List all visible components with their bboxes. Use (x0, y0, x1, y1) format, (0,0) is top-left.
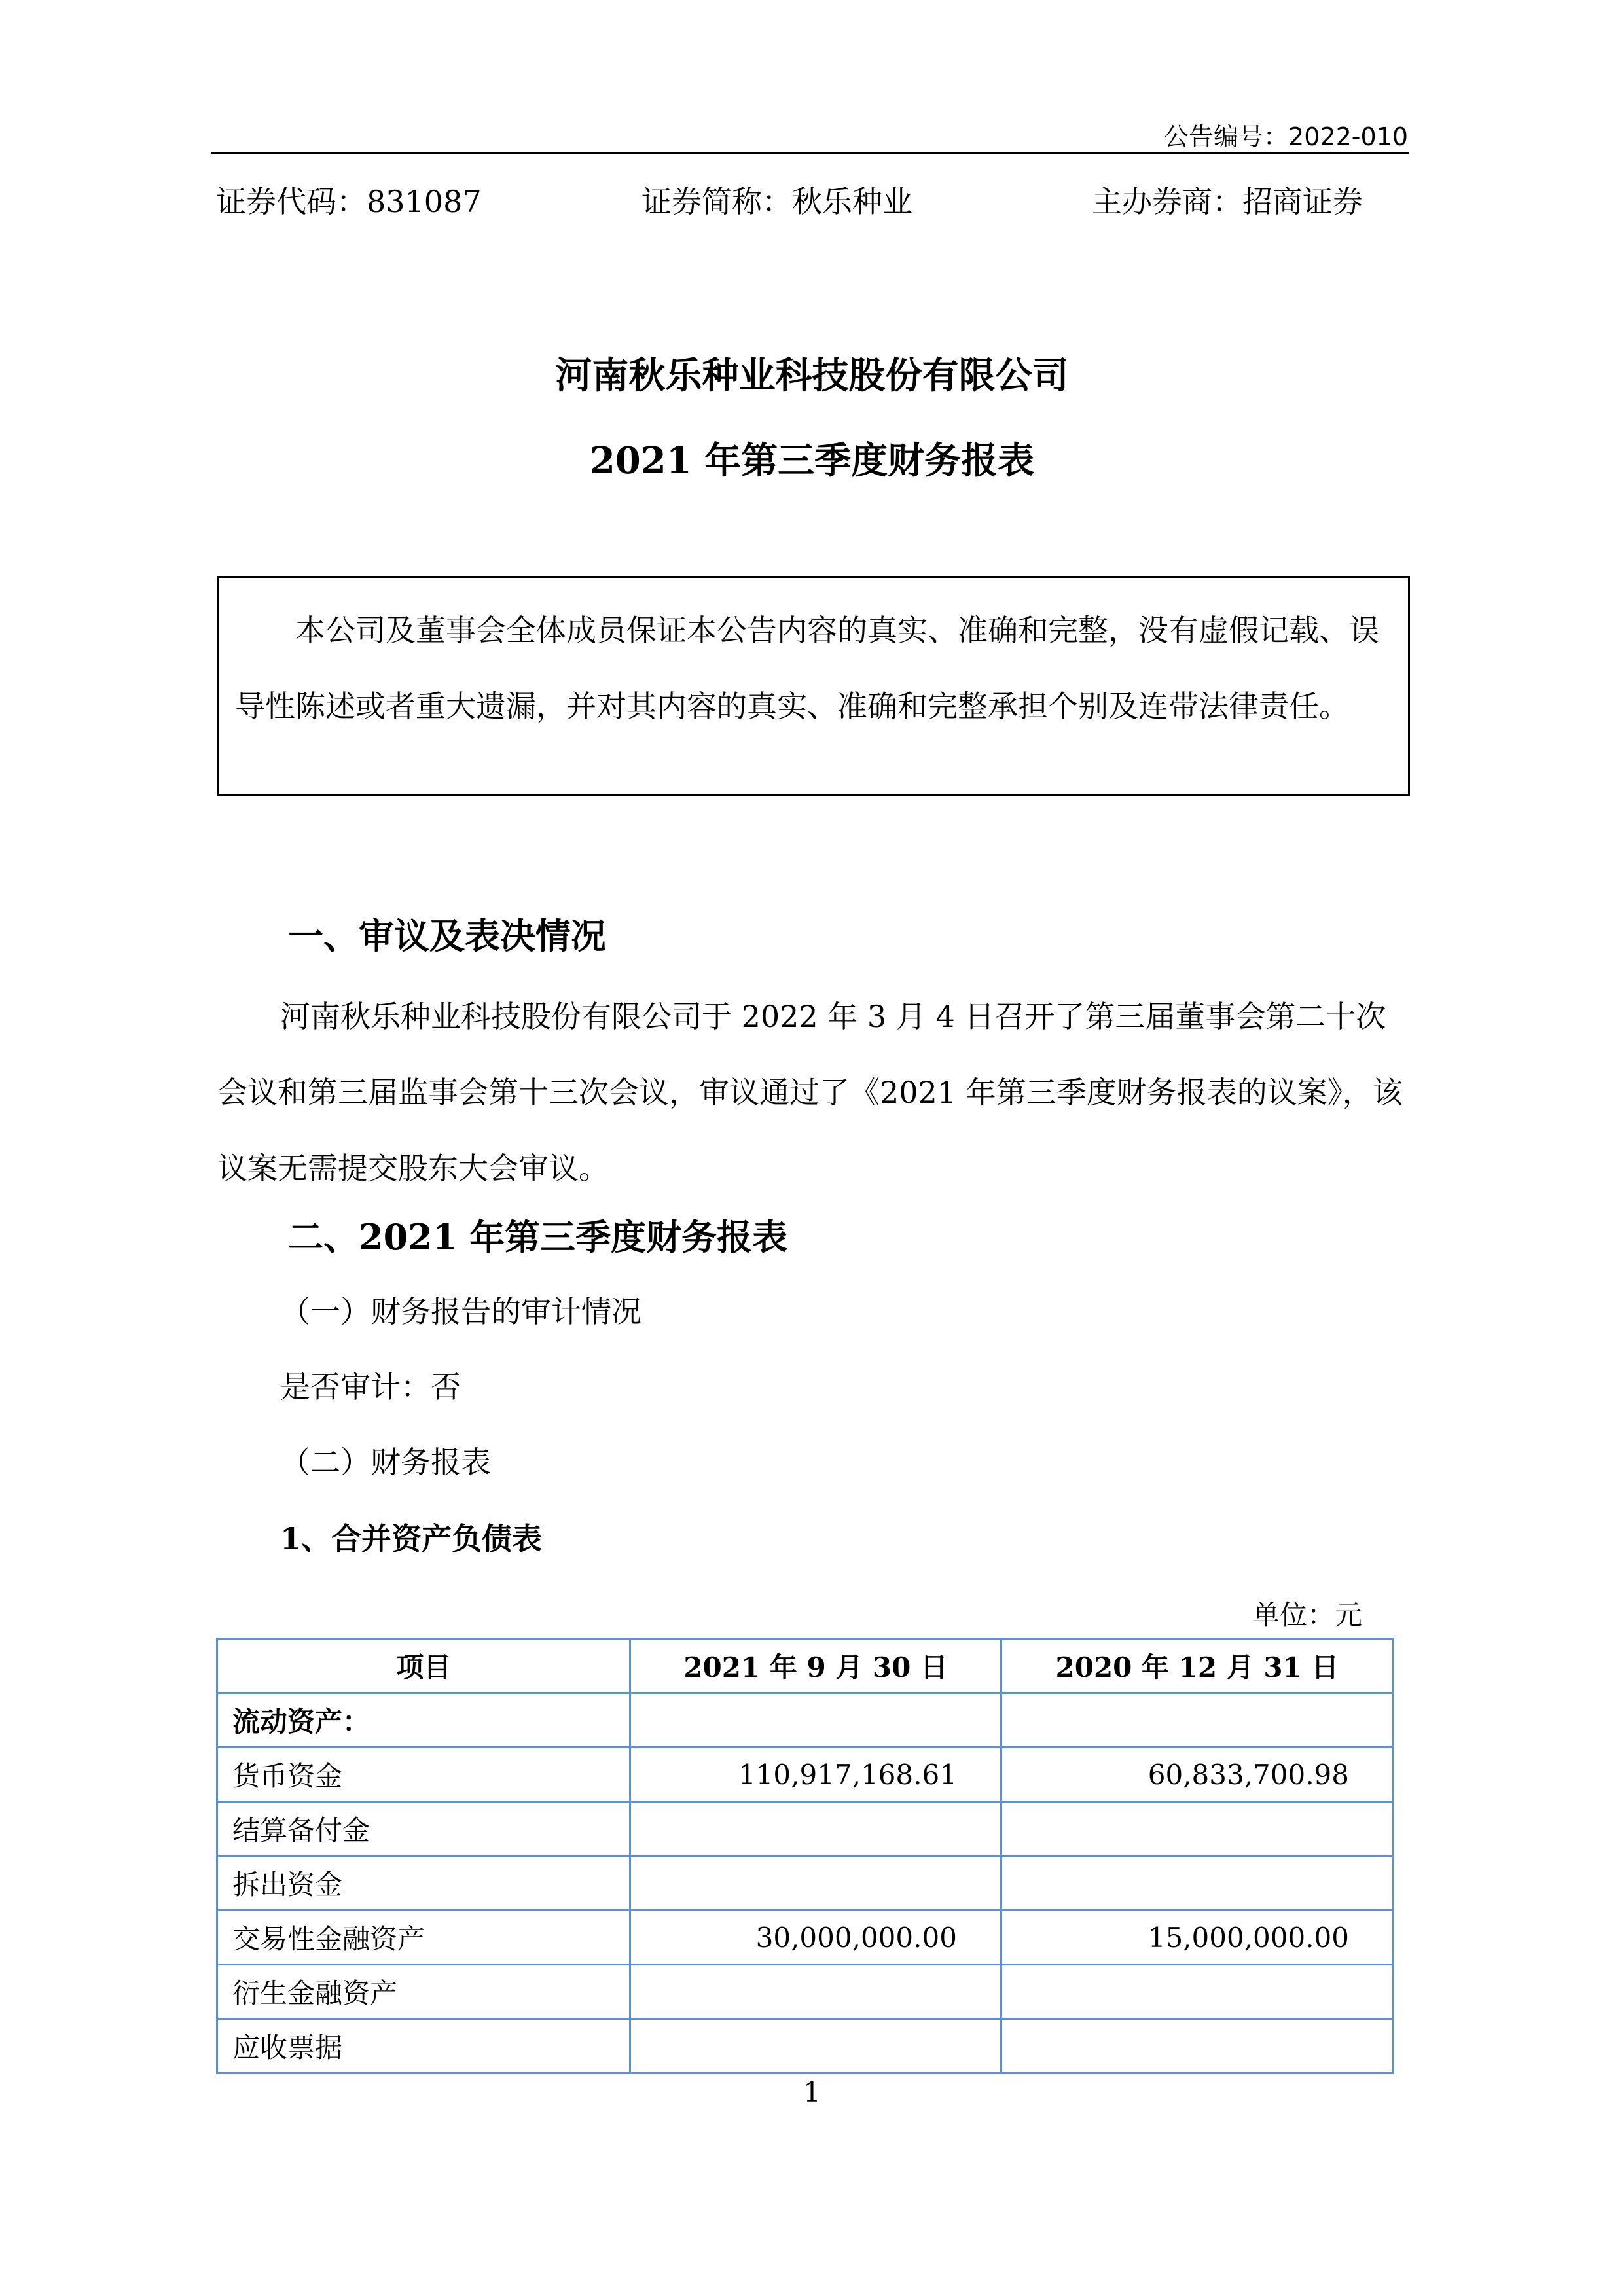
notice-number: 公告编号：2022-010 (1164, 122, 1408, 151)
section-1-heading: 一、审议及表决情况 (288, 915, 606, 957)
table-header-row (217, 1639, 1394, 1693)
table-row (217, 1693, 1394, 1748)
value-2020 (1001, 1965, 1393, 2019)
table-row (217, 1802, 1394, 1856)
table-row (217, 1910, 1394, 1965)
disclaimer-box (217, 576, 1410, 796)
header-rule (211, 152, 1409, 154)
value-2021 (630, 1802, 1001, 1856)
column-header-2020: 2020 年 12 月 31 日 (1001, 1639, 1393, 1693)
table-row (217, 1856, 1394, 1910)
balance-sheet-table (216, 1638, 1394, 2074)
section-2-heading: 二、2021 年第三季度财务报表 (288, 1216, 788, 1258)
row-label: 衍生金融资产 (217, 1965, 630, 2019)
value-2020: 60,833,700.98 (1001, 1748, 1393, 1802)
value-2021: 30,000,000.00 (630, 1910, 1001, 1965)
value-2021 (630, 1965, 1001, 2019)
table-row (217, 1748, 1394, 1802)
row-label: 交易性金融资产 (217, 1910, 630, 1965)
audit-status: 是否审计：否 (280, 1369, 461, 1405)
value-2021: 110,917,168.61 (630, 1748, 1001, 1802)
row-label: 应收票据 (217, 2019, 630, 2073)
value-2020 (1001, 1693, 1393, 1748)
value-2020 (1001, 1802, 1393, 1856)
value-2020: 15,000,000.00 (1001, 1910, 1393, 1965)
value-2021 (630, 1693, 1001, 1748)
value-2021 (630, 2019, 1001, 2073)
company-title: 河南秋乐种业科技股份有限公司 (555, 354, 1069, 397)
unit-label: 单位：元 (1252, 1599, 1362, 1631)
balance-sheet-title: 1、合并资产负债表 (280, 1521, 543, 1556)
sponsor-broker: 主办券商：招商证券 (1092, 184, 1363, 219)
security-code: 证券代码：831087 (216, 184, 482, 219)
row-label: 拆出资金 (217, 1856, 630, 1910)
section-1-body (217, 978, 1410, 1206)
value-2021 (630, 1856, 1001, 1910)
row-label: 流动资产： (217, 1693, 630, 1748)
value-2020 (1001, 1856, 1393, 1910)
column-header-item: 项目 (217, 1639, 630, 1693)
table-row (217, 1965, 1394, 2019)
row-label: 结算备付金 (217, 1802, 630, 1856)
page-number: 1 (803, 2076, 821, 2108)
security-abbreviation: 证券简称：秋乐种业 (641, 184, 912, 219)
statements-subheading: （二）财务报表 (280, 1444, 491, 1480)
section-1-paragraph: 河南秋乐种业科技股份有限公司于 2022 年 3 月 4 日召开了第三届董事会第二十次会议和第三届监事会第十三次会议，审议通过了《2021 年第三季度财务报表的议案》，该议案无需提交股东大会审议。 (217, 999, 1403, 1186)
column-header-2021: 2021 年 9 月 30 日 (630, 1639, 1001, 1693)
row-label: 货币资金 (217, 1748, 630, 1802)
report-title: 2021 年第三季度财务报表 (589, 439, 1035, 482)
audit-subheading: （一）财务报告的审计情况 (280, 1294, 641, 1329)
table-row (217, 2019, 1394, 2073)
value-2020 (1001, 2019, 1393, 2073)
disclaimer-text: 本公司及董事会全体成员保证本公告内容的真实、准确和完整，没有虚假记载、误导性陈述或者重大遗漏，并对其内容的真实、准确和完整承担个别及连带法律责任。 (235, 613, 1379, 724)
